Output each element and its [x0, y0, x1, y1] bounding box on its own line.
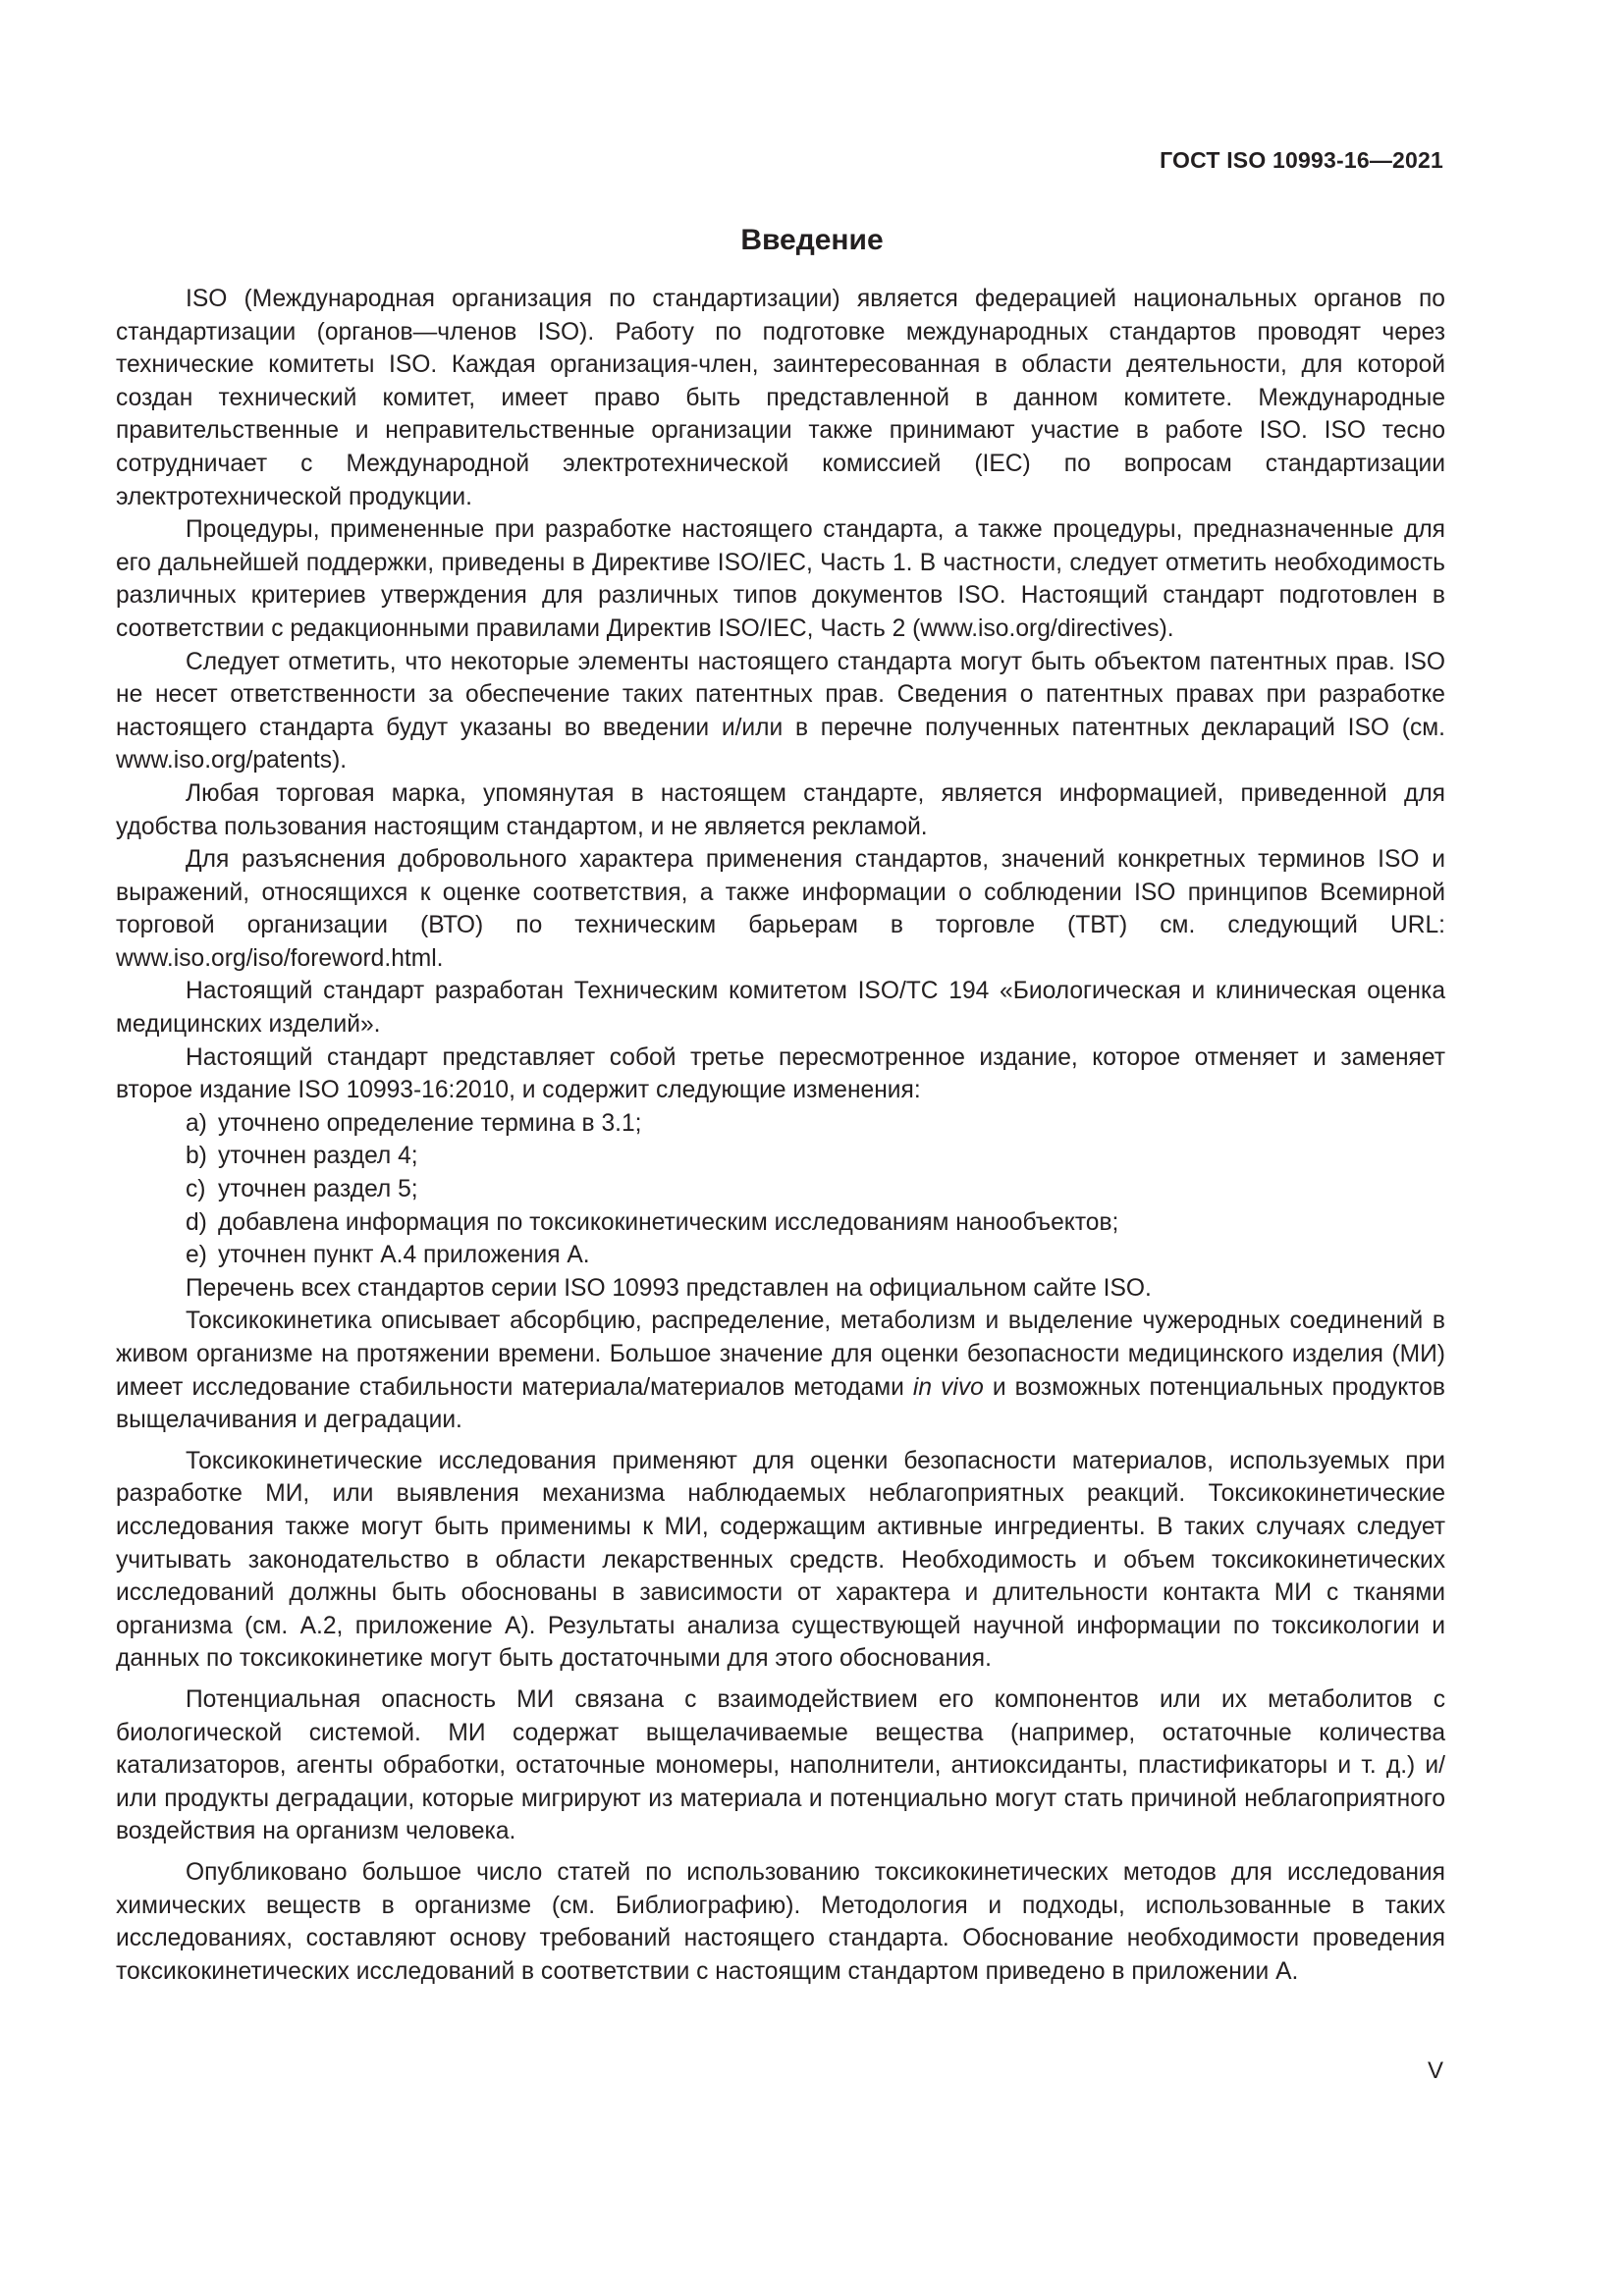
paragraph-iso-federation: ISO (Международная организация по стандартизации) является федерацией национальных органов по стандартизации (органов—членов ISO). Работу по подготовке международных стандартов проводят через технические комитеты ISO. Каждая организация-член, заинтересованная в области деятельности, для которой создан технический комитет, имеет право быть представленной в данном комитете. Международные правительственные и неправительственные организации также принимают участие в работе ISO. ISO тесно сотрудничает с Международной электротехнической комиссией (IEC) по вопросам стандартизации электротехнической продукции. [116, 286, 1445, 510]
list-marker: b) [186, 1143, 207, 1170]
introduction-body [116, 283, 1445, 1988]
list-item-text: добавлена информация по токсикокинетическим исследованиям нанообъектов; [218, 1208, 1119, 1236]
paragraph-trademark: Любая торговая марка, упомянутая в настоящем стандарте, является информацией, приведенной для удобства пользования настоящим стандартом, и не является рекламой. [116, 779, 1445, 840]
paragraph-third-edition: Настоящий стандарт представляет собой третье пересмотренное издание, которое отменяет и заменяет второе издание ISO 10993-16:2010, и содержит следующие изменения: [116, 1043, 1445, 1104]
paragraph-series-note: Перечень всех стандартов серии ISO 10993 представлен на официальном сайте ISO. [186, 1274, 1152, 1302]
list-item [116, 1140, 1445, 1173]
paragraph-toxicokinetic-studies: Токсикокинетические исследования применяют для оценки безопасности материалов, используемых при разработке МИ, или выявления механизма наблюдаемых неблагоприятных реакций. Токсикокинетические исследования также могут быть применимы к МИ, содержащим активные ингредиенты. В таких случаях следует учитывать законодательство в области лекарственных средств. Необходимость и объем токсикокинетических исследований должны быть обоснованы в зависимости от характера и длительности контакта МИ с тканями организма (см. А.2, приложение А). Результаты анализа существующей научной информации по токсикологии и данных по токсикокинетике могут быть достаточными для этого обоснования. [116, 1447, 1445, 1673]
paragraph-voluntary-nature: Для разъяснения добровольного характера применения стандартов, значений конкретных терминов ISO и выражений, относящихся к оценке соответствия, а также информации о соблюдении ISO принципов Всемирной торговой организации (ВТО) по техническим барьерам в торговле (ТВТ) см. следующий URL: www.iso.org/iso/foreword.html. [116, 846, 1445, 972]
list-item-text: уточнено определение термина в 3.1; [218, 1109, 642, 1137]
list-marker: c) [186, 1176, 206, 1203]
paragraph-technical-committee: Настоящий стандарт разработан Техническим комитетом ISO/TC 194 «Биологическая и клиническая оценка медицинских изделий». [116, 978, 1445, 1039]
list-marker: a) [186, 1109, 207, 1137]
page-number: V [1427, 2057, 1443, 2084]
document-code-header: ГОСТ ISO 10993-16—2021 [1160, 147, 1443, 173]
list-item-text: уточнен пункт А.4 приложения А. [218, 1242, 590, 1269]
paragraph-published-articles: Опубликовано большое число статей по использованию токсикокинетических методов для исследования химических веществ в организме (см. Библиографию). Методология и подходы, использованные в таких исследованиях, составляют основу требований настоящего стандарта. Обоснование необходимости проведения токсикокинетических исследований в соответствии с настоящим стандартом приведено в приложении А. [116, 1858, 1445, 1985]
paragraph-toxicokinetics [116, 1305, 1445, 1436]
list-item-text: уточнен раздел 4; [218, 1143, 418, 1170]
paragraph-procedures: Процедуры, примененные при разработке настоящего стандарта, а также процедуры, предназначенные для его дальнейшей поддержки, приведены в Директиве ISO/IEC, Часть 1. В частности, следует отметить необходимость различных критериев утверждения для различных типов документов ISO. Настоящий стандарт подготовлен в соответствии с редакционными правилами Директив ISO/IEC, Часть 2 (www.iso.org/directives). [116, 516, 1445, 642]
list-item [116, 1173, 1445, 1206]
list-marker: e) [186, 1242, 207, 1269]
paragraph-potential-hazard: Потенциальная опасность МИ связана с взаимодействием его компонентов или их метаболитов с биологической системой. МИ содержат выщелачиваемые вещества (например, остаточные количества катализаторов, агенты обработки, остаточные мономеры, наполнители, антиоксиданты, пластификаторы и т. д.) и/или продукты деградации, которые мигрируют из материала и потенциально могут стать причиной неблагоприятного воздействия на организм человека. [116, 1685, 1445, 1845]
toxicokinetics-text-after: и возможных потенциальных продуктов выщелачивания и деградации. [116, 1373, 1445, 1434]
list-marker: d) [186, 1208, 207, 1236]
list-item [116, 1206, 1445, 1240]
list-item [116, 1239, 1445, 1272]
changes-list [116, 1107, 1445, 1272]
paragraph-patents: Следует отметить, что некоторые элементы настоящего стандарта могут быть объектом патентных прав. ISO не несет ответственности за обеспечение таких патентных прав. Сведения о патентных правах при разработке настоящего стандарта будут указаны во введении и/или в перечне полученных патентных деклараций ISO (см. www.iso.org/patents). [116, 648, 1445, 774]
toxicokinetics-text-before: Токсикокинетика описывает абсорбцию, распределение, метаболизм и выделение чужеродных соединений в живом организме на протяжении времени. Большое значение для оценки безопасности медицинского изделия (МИ) имеет исследование стабильности материала/материалов методами [116, 1308, 1445, 1401]
list-item-text: уточнен раздел 5; [218, 1176, 418, 1203]
section-title: Введение [740, 224, 884, 256]
list-item [116, 1107, 1445, 1141]
toxicokinetics-italic: in vivo [912, 1373, 984, 1401]
